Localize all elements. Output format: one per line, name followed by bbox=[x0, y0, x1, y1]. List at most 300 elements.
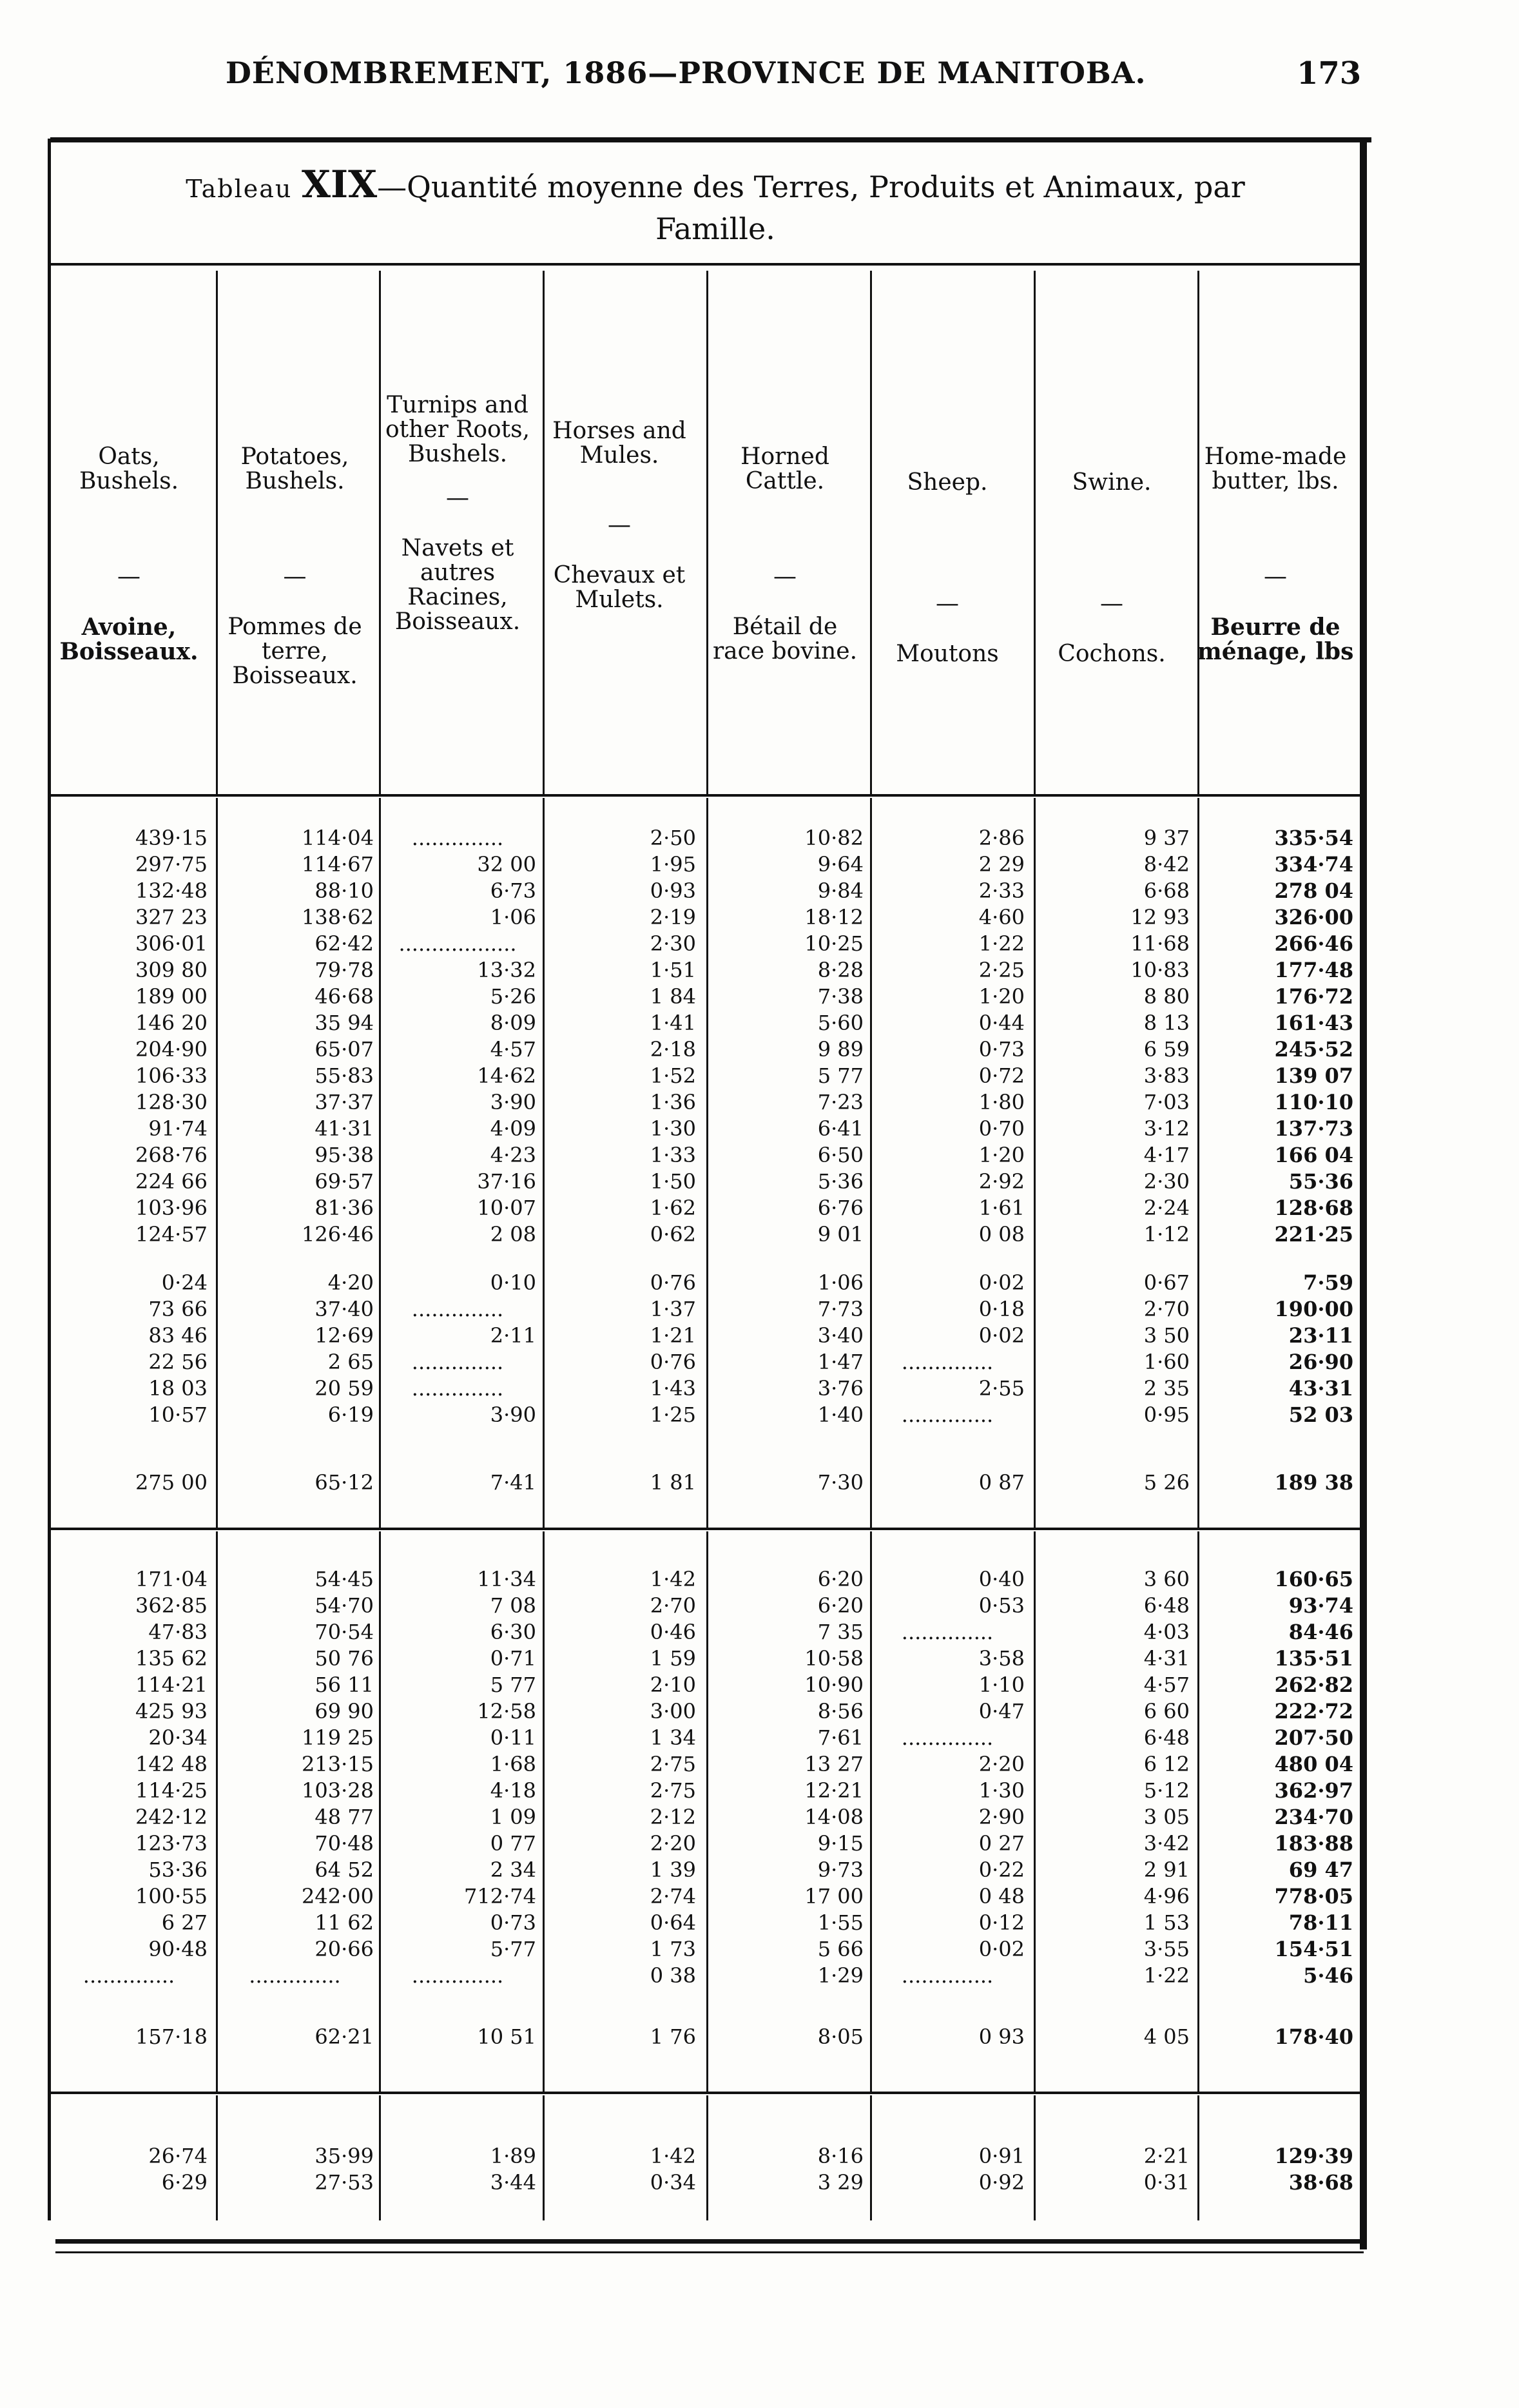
table-cell: 2·20 bbox=[650, 1831, 696, 1856]
column-header-en: Oats, Bushels. bbox=[79, 443, 179, 494]
table-cell: 4·20 bbox=[327, 1270, 374, 1295]
column-header-fr: Bétail de race bovine. bbox=[712, 614, 858, 665]
table-cell: 1·52 bbox=[650, 1063, 696, 1088]
table-cell: 6·41 bbox=[817, 1116, 864, 1141]
column-header-en: Home-made butter, lbs. bbox=[1204, 443, 1347, 494]
table-cell: 90·48 bbox=[148, 1937, 208, 1961]
table-cell: 1·51 bbox=[650, 958, 696, 982]
right-frame-rule bbox=[1360, 139, 1367, 2249]
table-cell: 1·60 bbox=[1143, 1350, 1190, 1374]
table-cell: 2 08 bbox=[490, 1222, 536, 1247]
bottom-rule bbox=[55, 2239, 1364, 2244]
table-cell: 3 50 bbox=[1143, 1323, 1190, 1348]
table-cell: 2 34 bbox=[490, 1858, 536, 1882]
table-cell: 0·02 bbox=[978, 1937, 1025, 1961]
table-cell: 69 90 bbox=[314, 1699, 374, 1723]
table-cell: 1·61 bbox=[978, 1196, 1025, 1220]
table-cell: 0·76 bbox=[650, 1350, 696, 1374]
table-cell: 7·59 bbox=[1303, 1270, 1353, 1295]
table-cell: 56 11 bbox=[314, 1673, 374, 1697]
table-cell: .............. bbox=[901, 1725, 994, 1750]
table-cell: 9 37 bbox=[1143, 826, 1190, 850]
table-cell: 91·74 bbox=[148, 1116, 208, 1141]
table-cell: 1·62 bbox=[650, 1196, 696, 1220]
table-cell: 9·73 bbox=[817, 1858, 864, 1882]
table-cell: 35·99 bbox=[314, 2144, 374, 2168]
table-cell: 3·58 bbox=[978, 1646, 1025, 1671]
column-header-7 bbox=[1032, 471, 1192, 666]
table-cell: .............. bbox=[82, 1963, 175, 1988]
table-cell: 69 47 bbox=[1288, 1858, 1353, 1882]
column-header-dash: — bbox=[446, 485, 469, 511]
table-cell: 81·36 bbox=[314, 1196, 374, 1220]
table-cell: 6 60 bbox=[1143, 1699, 1190, 1723]
table-cell: 119 25 bbox=[302, 1725, 374, 1750]
table-cell: 2 65 bbox=[327, 1350, 374, 1374]
table-cell: 132·48 bbox=[135, 879, 208, 903]
table-cell: 69·57 bbox=[314, 1169, 374, 1194]
table-cell: .............. bbox=[249, 1963, 341, 1988]
table-cell: 65·07 bbox=[314, 1037, 374, 1062]
table-cell: .............. bbox=[901, 1350, 994, 1374]
table-cell: 3 05 bbox=[1143, 1805, 1190, 1829]
table-cell: 10·57 bbox=[148, 1403, 208, 1427]
table-cell: 129·39 bbox=[1274, 2144, 1353, 2168]
table-cell: 62·42 bbox=[314, 931, 374, 956]
table-cell: 6·20 bbox=[817, 1567, 864, 1591]
table-cell: 138·62 bbox=[302, 905, 374, 929]
table-cell: 5·12 bbox=[1143, 1778, 1190, 1803]
column-header-dash: — bbox=[608, 512, 631, 538]
table-cell: 12·21 bbox=[804, 1778, 864, 1803]
table-cell: 35 94 bbox=[314, 1011, 374, 1035]
table-cell: 1·30 bbox=[650, 1116, 696, 1141]
table-cell: 54·70 bbox=[314, 1593, 374, 1618]
column-header-en: Turnips and other Roots, Bushels. bbox=[385, 392, 530, 467]
table-cell: 6·50 bbox=[817, 1143, 864, 1167]
table-cell: 0·70 bbox=[978, 1116, 1025, 1141]
table-cell: 5·46 bbox=[1303, 1963, 1353, 1988]
table-cell: 5 26 bbox=[1143, 1470, 1190, 1495]
top-rule bbox=[50, 137, 1371, 142]
table-cell: 27·53 bbox=[314, 2170, 374, 2195]
table-cell: 268·76 bbox=[135, 1143, 208, 1167]
table-cell: 1·80 bbox=[978, 1090, 1025, 1114]
table-cell: 55·36 bbox=[1288, 1169, 1353, 1194]
table-cell: 1·41 bbox=[650, 1011, 696, 1035]
table-cell: 8·56 bbox=[817, 1699, 864, 1723]
table-cell: 12·69 bbox=[314, 1323, 374, 1348]
table-cell: 2 35 bbox=[1143, 1376, 1190, 1401]
table-cell: 26·74 bbox=[148, 2144, 208, 2168]
table-cell: 5·26 bbox=[490, 984, 536, 1009]
table-cell: 0·22 bbox=[978, 1858, 1025, 1882]
column-header-dash: — bbox=[1100, 590, 1123, 617]
table-cell: 2·12 bbox=[650, 1805, 696, 1829]
table-cell: 0·93 bbox=[650, 879, 696, 903]
table-cell: 213·15 bbox=[302, 1752, 374, 1776]
table-cell: 9·64 bbox=[817, 852, 864, 877]
table-cell: 176·72 bbox=[1274, 984, 1353, 1009]
table-cell: 4·57 bbox=[1143, 1673, 1190, 1697]
table-cell: 9 01 bbox=[817, 1222, 864, 1247]
table-cell: 8·09 bbox=[490, 1011, 536, 1035]
table-cell: 2·24 bbox=[1143, 1196, 1190, 1220]
table-cell: 0·02 bbox=[978, 1270, 1025, 1295]
table-cell: 0 27 bbox=[978, 1831, 1025, 1856]
table-cell: 3 60 bbox=[1143, 1567, 1190, 1591]
table-cell: 362·85 bbox=[135, 1593, 208, 1618]
table-cell: .............. bbox=[411, 1963, 504, 1988]
table-cell: 221·25 bbox=[1274, 1222, 1353, 1247]
column-header-en: Potatoes, Bushels. bbox=[240, 443, 349, 494]
table-cell: 2·33 bbox=[978, 879, 1025, 903]
table-cell: 0·64 bbox=[650, 1910, 696, 1935]
table-cell: 3·40 bbox=[817, 1323, 864, 1348]
table-cell: 37·37 bbox=[314, 1090, 374, 1114]
table-cell: 73 66 bbox=[148, 1297, 208, 1321]
table-cell: 6 12 bbox=[1143, 1752, 1190, 1776]
table-cell: 11 62 bbox=[314, 1910, 374, 1935]
table-cell: 37·16 bbox=[477, 1169, 536, 1194]
table-cell: 8·28 bbox=[817, 958, 864, 982]
column-header-dash: — bbox=[773, 563, 797, 590]
table-cell: 207·50 bbox=[1274, 1725, 1353, 1750]
table-cell: 7·23 bbox=[817, 1090, 864, 1114]
table-cell: 124·57 bbox=[135, 1222, 208, 1247]
table-cell: 20·34 bbox=[148, 1725, 208, 1750]
table-cell: 106·33 bbox=[135, 1063, 208, 1088]
table-cell: 38·68 bbox=[1288, 2170, 1353, 2195]
table-cell: 37·40 bbox=[314, 1297, 374, 1321]
table-cell: 6·48 bbox=[1143, 1593, 1190, 1618]
table-cell: 309 80 bbox=[135, 958, 208, 982]
table-cell: 3·90 bbox=[490, 1090, 536, 1114]
table-cell: 4·18 bbox=[490, 1778, 536, 1803]
column-header-5 bbox=[705, 445, 865, 664]
table-cell: 2·75 bbox=[650, 1778, 696, 1803]
table-cell: 1·40 bbox=[817, 1403, 864, 1427]
table-cell: 10·58 bbox=[804, 1646, 864, 1671]
table-cell: 137·73 bbox=[1274, 1116, 1353, 1141]
table-cell: 1·21 bbox=[650, 1323, 696, 1348]
table-cell: 4·57 bbox=[490, 1037, 536, 1062]
table-cell: 335·54 bbox=[1274, 826, 1353, 850]
table-cell: 7 08 bbox=[490, 1593, 536, 1618]
table-cell: 0 08 bbox=[978, 1222, 1025, 1247]
table-cell: 7 35 bbox=[817, 1620, 864, 1644]
table-cell: 48 77 bbox=[314, 1805, 374, 1829]
table-cell: 7·30 bbox=[817, 1470, 864, 1495]
table-cell: 183·88 bbox=[1274, 1831, 1353, 1856]
table-cell: 1·25 bbox=[650, 1403, 696, 1427]
table-cell: 6·73 bbox=[490, 879, 536, 903]
table-cell: 157·18 bbox=[135, 2024, 208, 2049]
column-header-fr: Cochons. bbox=[1058, 641, 1166, 667]
table-cell: 4·03 bbox=[1143, 1620, 1190, 1644]
table-cell: 3·90 bbox=[490, 1403, 536, 1427]
page-number: 173 bbox=[1297, 55, 1362, 92]
table-cell: 160·65 bbox=[1274, 1567, 1353, 1591]
table-cell: 0 48 bbox=[978, 1884, 1025, 1908]
table-cell: 1 81 bbox=[650, 1470, 696, 1495]
table-cell: 8·05 bbox=[817, 2024, 864, 2049]
table-cell: 123·73 bbox=[135, 1831, 208, 1856]
table-cell: 17 00 bbox=[804, 1884, 864, 1908]
table-cell: 20·66 bbox=[314, 1937, 374, 1961]
table-cell: 5 66 bbox=[817, 1937, 864, 1961]
table-cell: 93·74 bbox=[1288, 1593, 1353, 1618]
table-cell: 0·02 bbox=[978, 1323, 1025, 1348]
column-header-en: Horned Cattle. bbox=[740, 443, 829, 494]
table-cell: 234·70 bbox=[1274, 1805, 1353, 1829]
column-header-en: Swine. bbox=[1072, 469, 1152, 496]
column-header-en: Horses and Mules. bbox=[552, 418, 686, 469]
table-cell: 2·75 bbox=[650, 1752, 696, 1776]
table-cell: 0·31 bbox=[1143, 2170, 1190, 2195]
table-cell: 8 80 bbox=[1143, 984, 1190, 1009]
table-cell: 1 34 bbox=[650, 1725, 696, 1750]
table-cell: 224 66 bbox=[135, 1169, 208, 1194]
table-cell: 3·42 bbox=[1143, 1831, 1190, 1856]
table-cell: 6 59 bbox=[1143, 1037, 1190, 1062]
table-cell: 18·12 bbox=[804, 905, 864, 929]
table-cell: 1·37 bbox=[650, 1297, 696, 1321]
table-cell: 0·73 bbox=[978, 1037, 1025, 1062]
table-cell: .............. bbox=[901, 1403, 994, 1427]
table-cell: 114·21 bbox=[135, 1673, 208, 1697]
table-cell: 1·68 bbox=[490, 1752, 536, 1776]
table-cell: 0·10 bbox=[490, 1270, 536, 1295]
table-cell: 6·68 bbox=[1143, 879, 1190, 903]
table-cell: 6·19 bbox=[327, 1403, 374, 1427]
column-header-dash: — bbox=[1264, 563, 1287, 590]
table-cell: 3 29 bbox=[817, 2170, 864, 2195]
table-cell: 3·00 bbox=[650, 1699, 696, 1723]
table-cell: 1·12 bbox=[1143, 1222, 1190, 1247]
column-header-fr: Moutons bbox=[896, 641, 999, 667]
table-cell: 2·86 bbox=[978, 826, 1025, 850]
table-cell: 20 59 bbox=[314, 1376, 374, 1401]
table-cell: 3·76 bbox=[817, 1376, 864, 1401]
table-cell: 0·44 bbox=[978, 1011, 1025, 1035]
table-cell: 1·29 bbox=[817, 1963, 864, 1988]
table-cell: 6·76 bbox=[817, 1196, 864, 1220]
table-cell: 53·36 bbox=[148, 1858, 208, 1882]
table-cell: 84·46 bbox=[1288, 1620, 1353, 1644]
table-cell: 1·20 bbox=[978, 1143, 1025, 1167]
section-divider-2 bbox=[50, 2092, 1361, 2094]
table-cell: 1·42 bbox=[650, 1567, 696, 1591]
table-cell: 0·95 bbox=[1143, 1403, 1190, 1427]
table-cell: 6 27 bbox=[161, 1910, 208, 1935]
table-cell: 190·00 bbox=[1274, 1297, 1353, 1321]
column-header-2 bbox=[215, 445, 375, 688]
bottom-rule-thin bbox=[55, 2251, 1364, 2253]
table-cell: 12·58 bbox=[477, 1699, 536, 1723]
table-cell: 9·84 bbox=[817, 879, 864, 903]
table-cell: 5·60 bbox=[817, 1011, 864, 1035]
table-cell: 1·10 bbox=[978, 1673, 1025, 1697]
table-cell: 2 91 bbox=[1143, 1858, 1190, 1882]
table-cell: 0·11 bbox=[490, 1725, 536, 1750]
table-cell: 275 00 bbox=[135, 1470, 208, 1495]
table-cell: 64 52 bbox=[314, 1858, 374, 1882]
table-cell: 12 93 bbox=[1130, 905, 1190, 929]
table-cell: 242·12 bbox=[135, 1805, 208, 1829]
table-cell: 1·89 bbox=[490, 2144, 536, 2168]
table-cell: 4·31 bbox=[1143, 1646, 1190, 1671]
table-cell: 8 13 bbox=[1143, 1011, 1190, 1035]
running-head: DÉNOMBREMENT, 1886—PROVINCE DE MANITOBA. bbox=[226, 55, 1147, 90]
table-cell: 0 77 bbox=[490, 1831, 536, 1856]
table-cell: 242·00 bbox=[302, 1884, 374, 1908]
table-cell: 2·21 bbox=[1143, 2144, 1190, 2168]
table-cell: 4·17 bbox=[1143, 1143, 1190, 1167]
table-cell: 166 04 bbox=[1274, 1143, 1353, 1167]
table-cell: 100·55 bbox=[135, 1884, 208, 1908]
table-cell: 10·83 bbox=[1130, 958, 1190, 982]
table-cell: 2·90 bbox=[978, 1805, 1025, 1829]
table-cell: 297·75 bbox=[135, 852, 208, 877]
table-cell: 189 38 bbox=[1274, 1470, 1353, 1495]
table-cell: 3·12 bbox=[1143, 1116, 1190, 1141]
table-cell: 425 93 bbox=[135, 1699, 208, 1723]
table-cell: 0·67 bbox=[1143, 1270, 1190, 1295]
table-cell: 43·31 bbox=[1288, 1376, 1353, 1401]
table-cell: 103·28 bbox=[302, 1778, 374, 1803]
table-cell: 11·34 bbox=[477, 1567, 536, 1591]
table-cell: 2·18 bbox=[650, 1037, 696, 1062]
table-cell: 4·96 bbox=[1143, 1884, 1190, 1908]
table-cell: 1·47 bbox=[817, 1350, 864, 1374]
table-cell: 26·90 bbox=[1288, 1350, 1353, 1374]
table-cell: 139 07 bbox=[1274, 1063, 1353, 1088]
table-cell: 0·46 bbox=[650, 1620, 696, 1644]
title-prefix: Tableau bbox=[186, 175, 293, 203]
table-cell: 7·61 bbox=[817, 1725, 864, 1750]
table-cell: 14·62 bbox=[477, 1063, 536, 1088]
table-cell: 0·12 bbox=[978, 1910, 1025, 1935]
table-cell: 114·25 bbox=[135, 1778, 208, 1803]
table-cell: 2·74 bbox=[650, 1884, 696, 1908]
table-cell: 0·34 bbox=[650, 2170, 696, 2195]
table-cell: .............. bbox=[411, 1376, 504, 1401]
table-cell: 712·74 bbox=[464, 1884, 536, 1908]
table-cell: 7·73 bbox=[817, 1297, 864, 1321]
table-cell: 161·43 bbox=[1274, 1011, 1353, 1035]
table-cell: 2·50 bbox=[650, 826, 696, 850]
header-divider bbox=[50, 794, 1361, 797]
table-cell: 1·36 bbox=[650, 1090, 696, 1114]
column-header-dash: — bbox=[936, 590, 959, 617]
column-header-en: Sheep. bbox=[907, 469, 988, 496]
table-cell: 55·83 bbox=[314, 1063, 374, 1088]
table-cell: .............. bbox=[411, 1297, 504, 1321]
table-cell: 4·23 bbox=[490, 1143, 536, 1167]
table-cell: 41·31 bbox=[314, 1116, 374, 1141]
table-cell: 135·51 bbox=[1274, 1646, 1353, 1671]
table-cell: 126·46 bbox=[302, 1222, 374, 1247]
column-header-fr: Navets et autres Racines, Boisseaux. bbox=[394, 535, 521, 635]
table-cell: 480 04 bbox=[1274, 1752, 1353, 1776]
column-header-3 bbox=[378, 393, 537, 634]
table-cell: 1 09 bbox=[490, 1805, 536, 1829]
table-cell: 2 29 bbox=[978, 852, 1025, 877]
table-cell: 78·11 bbox=[1288, 1910, 1353, 1935]
column-header-dash: — bbox=[117, 563, 140, 590]
table-cell: 79·78 bbox=[314, 958, 374, 982]
table-cell: 128·30 bbox=[135, 1090, 208, 1114]
table-cell: .............. bbox=[901, 1620, 994, 1644]
table-cell: 46·68 bbox=[314, 984, 374, 1009]
column-header-fr: Pommes de terre, Boisseaux. bbox=[227, 614, 362, 689]
table-cell: 70·54 bbox=[314, 1620, 374, 1644]
table-cell: 266·46 bbox=[1274, 931, 1353, 956]
table-cell: 2·25 bbox=[978, 958, 1025, 982]
table-cell: 2·19 bbox=[650, 905, 696, 929]
table-cell: 146 20 bbox=[135, 1011, 208, 1035]
table-cell: 1 53 bbox=[1143, 1910, 1190, 1935]
table-cell: 0·73 bbox=[490, 1910, 536, 1935]
table-cell: 9·15 bbox=[817, 1831, 864, 1856]
table-cell: 5 77 bbox=[817, 1063, 864, 1088]
table-cell: 6·20 bbox=[817, 1593, 864, 1618]
table-cell: 6·30 bbox=[490, 1620, 536, 1644]
table-cell: 32 00 bbox=[477, 852, 536, 877]
table-cell: 327 23 bbox=[135, 905, 208, 929]
table-cell: 6·48 bbox=[1143, 1725, 1190, 1750]
table-cell: 1·22 bbox=[1143, 1963, 1190, 1988]
table-cell: 1 59 bbox=[650, 1646, 696, 1671]
table-cell: 62·21 bbox=[314, 2024, 374, 2049]
table-cell: 54·45 bbox=[314, 1567, 374, 1591]
table-cell: 0·18 bbox=[978, 1297, 1025, 1321]
table-title bbox=[103, 164, 1328, 249]
table-cell: 128·68 bbox=[1274, 1196, 1353, 1220]
table-cell: 8·42 bbox=[1143, 852, 1190, 877]
table-cell: 65·12 bbox=[314, 1470, 374, 1495]
table-cell: 1 84 bbox=[650, 984, 696, 1009]
table-cell: 11·68 bbox=[1130, 931, 1190, 956]
table-cell: 7·03 bbox=[1143, 1090, 1190, 1114]
section-divider-1 bbox=[50, 1528, 1361, 1530]
table-cell: 0·47 bbox=[978, 1699, 1025, 1723]
table-cell: 2·10 bbox=[650, 1673, 696, 1697]
table-cell: 103·96 bbox=[135, 1196, 208, 1220]
table-cell: 3·44 bbox=[490, 2170, 536, 2195]
table-cell: 1 39 bbox=[650, 1858, 696, 1882]
table-cell: 23·11 bbox=[1288, 1323, 1353, 1348]
table-cell: 262·82 bbox=[1274, 1673, 1353, 1697]
column-header-8 bbox=[1195, 445, 1355, 664]
table-cell: 362·97 bbox=[1274, 1778, 1353, 1803]
table-cell: 110·10 bbox=[1274, 1090, 1353, 1114]
table-cell: 326·00 bbox=[1274, 905, 1353, 929]
table-cell: 278 04 bbox=[1274, 879, 1353, 903]
table-cell: 95·38 bbox=[314, 1143, 374, 1167]
title-divider bbox=[50, 263, 1361, 266]
table-cell: 0·62 bbox=[650, 1222, 696, 1247]
table-cell: 2·30 bbox=[1143, 1169, 1190, 1194]
table-cell: 334·74 bbox=[1274, 852, 1353, 877]
table-cell: 142 48 bbox=[135, 1752, 208, 1776]
table-cell: 13 27 bbox=[804, 1752, 864, 1776]
column-header-fr: Chevaux et Mulets. bbox=[553, 562, 686, 613]
table-cell: 0·92 bbox=[978, 2170, 1025, 2195]
table-cell: 189 00 bbox=[135, 984, 208, 1009]
table-cell: 13·32 bbox=[477, 958, 536, 982]
